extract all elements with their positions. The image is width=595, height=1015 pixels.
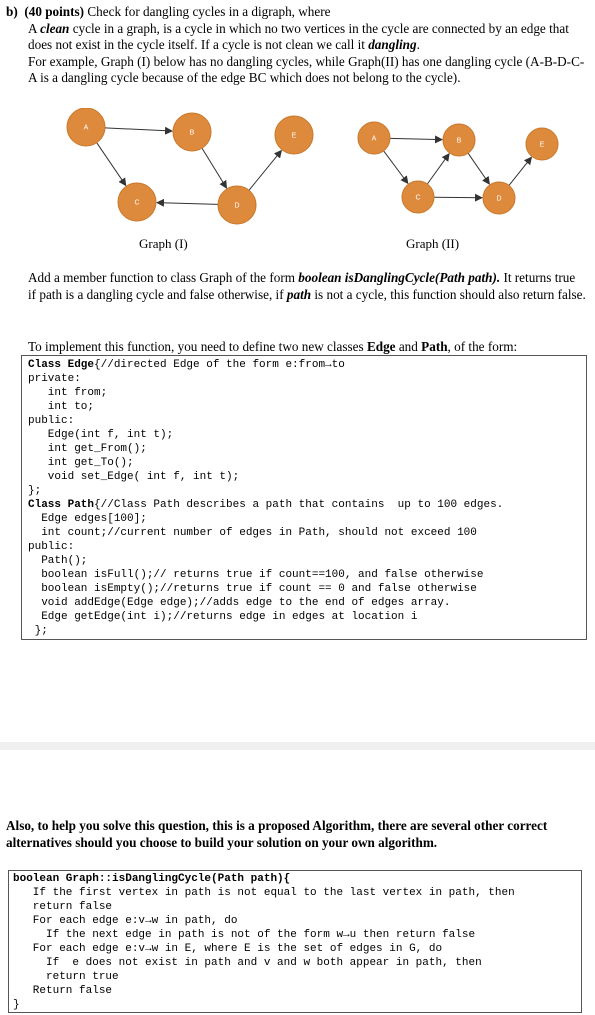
code-text: int to; xyxy=(28,401,95,413)
term-dangling: dangling xyxy=(368,37,417,52)
code-text: int count;//current number of edges in Path, should not exceed 100 xyxy=(28,527,477,539)
code-text: {//directed Edge of the form e:from→to xyxy=(94,359,345,371)
algorithm-code-line xyxy=(13,886,581,900)
code-text: void set_Edge( int f, int t); xyxy=(28,471,240,483)
node-label: C xyxy=(415,194,421,202)
class-code-box xyxy=(21,355,587,640)
code-text: For each edge e:v→w in E, where E is the set of edges in G, do xyxy=(13,943,443,955)
class-code-line xyxy=(28,568,586,582)
def-body: cycle in a graph, is a cycle in which no two vertices in the cycle are connected by an edge that does not exist in the cycle itself. If a cycle is not clean we call it xyxy=(28,20,569,52)
class-code-line xyxy=(28,610,586,624)
class-code-line xyxy=(28,596,586,610)
edge-arrow xyxy=(427,154,449,184)
task-text-2: It returns true if path is a dangling cycle and false otherwise, if xyxy=(28,270,576,302)
graph-2 xyxy=(358,122,558,214)
code-text: int get_From(); xyxy=(28,443,147,455)
code-text: void addEdge(Edge edge);//adds edge to the end of edges array. xyxy=(28,597,451,609)
edge-arrow xyxy=(384,151,408,184)
class-code-line xyxy=(28,582,586,596)
algorithm-code-line xyxy=(13,872,581,886)
code-text: public: xyxy=(28,415,75,427)
task-text-3: is not a cycle, this function should also return false. xyxy=(311,286,586,302)
node-label: A xyxy=(371,135,377,143)
edge-arrow xyxy=(105,128,172,131)
edge-arrow xyxy=(468,153,489,184)
def-prefix: A xyxy=(28,20,41,36)
question-title-text: Check for dangling cycles in a digraph, where xyxy=(84,4,331,19)
code-keyword: boolean Graph::isDanglingCycle(Path path){ xyxy=(13,873,291,885)
class-code-line xyxy=(28,372,586,386)
code-text: Edge edges[100]; xyxy=(28,513,147,525)
graph-figures xyxy=(0,108,595,258)
question-title xyxy=(6,4,586,21)
edge-class-name: Edge xyxy=(366,339,396,354)
impl-text-2: , of the form: xyxy=(447,339,518,354)
code-text: boolean isEmpty();//returns true if count == 0 and false otherwise xyxy=(28,583,477,595)
edge-arrow xyxy=(157,203,218,205)
code-text: If the next edge in path is not of the form w→u then return false xyxy=(13,929,476,941)
code-text: If the first vertex in path is not equal to the last vertex in path, then xyxy=(13,887,515,899)
code-text: Edge(int f, int t); xyxy=(28,429,174,441)
algorithm-intro: Also, to help you solve this question, this is a proposed Algorithm, there are several other correct alternatives should you choose to build your solution on your own algorithm. xyxy=(6,818,548,850)
edge-arrow xyxy=(249,151,281,191)
graph-1-caption: Graph (I) xyxy=(139,236,188,251)
algorithm-code-line xyxy=(13,970,581,984)
node-label: E xyxy=(291,132,297,140)
algorithm-code-line xyxy=(13,914,581,928)
class-code-line xyxy=(28,470,586,484)
implement-paragraph xyxy=(28,339,586,356)
node-label: A xyxy=(83,124,89,132)
class-code-line xyxy=(28,400,586,414)
path-word: path xyxy=(286,286,312,302)
class-code-line xyxy=(28,428,586,442)
algorithm-code-line xyxy=(13,998,581,1012)
class-code-line xyxy=(28,526,586,540)
code-text: Path(); xyxy=(28,555,88,567)
algorithm-code-line xyxy=(13,984,581,998)
code-text: int get_To(); xyxy=(28,457,134,469)
code-text: int from; xyxy=(28,387,108,399)
function-signature: boolean isDanglingCycle(Path path). xyxy=(298,270,501,285)
node-label: B xyxy=(189,129,195,137)
def-end: . xyxy=(416,37,420,52)
code-text: Return false xyxy=(13,985,113,997)
code-text: Edge getEdge(int i);//returns edge in edges at location i xyxy=(28,611,418,623)
code-text: private: xyxy=(28,373,81,385)
code-text: }; xyxy=(28,625,48,637)
class-code-line xyxy=(28,484,586,498)
algorithm-code-line xyxy=(13,956,581,970)
class-code-line xyxy=(28,624,586,638)
class-code-line xyxy=(28,498,586,512)
node-label: C xyxy=(134,199,140,207)
code-text: boolean isFull();// returns true if count==100, and false otherwise xyxy=(28,569,484,581)
algorithm-code-box xyxy=(8,870,582,1013)
question-points: (40 points) xyxy=(24,4,85,19)
class-code-line xyxy=(28,554,586,568)
node-label: E xyxy=(539,141,545,149)
algorithm-code-line xyxy=(13,942,581,956)
edge-arrow xyxy=(97,143,126,186)
edge-arrow xyxy=(202,148,227,188)
node-label: D xyxy=(234,202,240,210)
impl-and: and xyxy=(395,339,422,354)
impl-text-1: To implement this function, you need to define two new classes xyxy=(28,339,367,354)
class-code-line xyxy=(28,456,586,470)
code-text: } xyxy=(13,999,20,1011)
edge-arrow xyxy=(509,157,531,185)
page-divider xyxy=(0,742,595,750)
task-text-1: Add a member function to class Graph of the form xyxy=(28,270,299,285)
code-keyword: Class Path xyxy=(28,499,95,511)
code-text: For each edge e:v→w in path, do xyxy=(13,915,238,927)
class-code-line xyxy=(28,358,586,372)
code-text: {//Class Path describes a path that contains up to 100 edges. xyxy=(94,499,504,511)
task-paragraph xyxy=(28,270,586,303)
class-code-line xyxy=(28,512,586,526)
path-class-name: Path xyxy=(421,339,448,354)
edge-arrow xyxy=(390,138,442,139)
class-code-line xyxy=(28,442,586,456)
graph-1 xyxy=(67,108,313,224)
class-code-line xyxy=(28,386,586,400)
algorithm-code-line xyxy=(13,928,581,942)
code-text: }; xyxy=(28,485,42,497)
edge-arrow xyxy=(434,197,482,198)
term-clean: clean xyxy=(40,20,70,36)
node-label: B xyxy=(456,137,462,145)
question-label: b) xyxy=(6,4,18,19)
class-code-line xyxy=(28,414,586,428)
node-label: D xyxy=(496,195,502,203)
example-paragraph: For example, Graph (I) below has no dangling cycles, while Graph(II) has one dangling cycle (A-B-D-C-A is a dangling cycle because of the edge BC which does not belong to the cycle). xyxy=(28,53,585,85)
clean-definition xyxy=(6,21,586,54)
code-text: If e does not exist in path and v and w both appear in path, then xyxy=(13,957,482,969)
graph-2-caption: Graph (II) xyxy=(406,236,460,251)
class-code-line xyxy=(28,540,586,554)
code-text: public: xyxy=(28,541,75,553)
question-block xyxy=(6,4,586,87)
code-text: return false xyxy=(13,901,113,913)
code-text: return true xyxy=(13,971,119,983)
code-keyword: Class Edge xyxy=(28,359,95,371)
algorithm-code-line xyxy=(13,900,581,914)
